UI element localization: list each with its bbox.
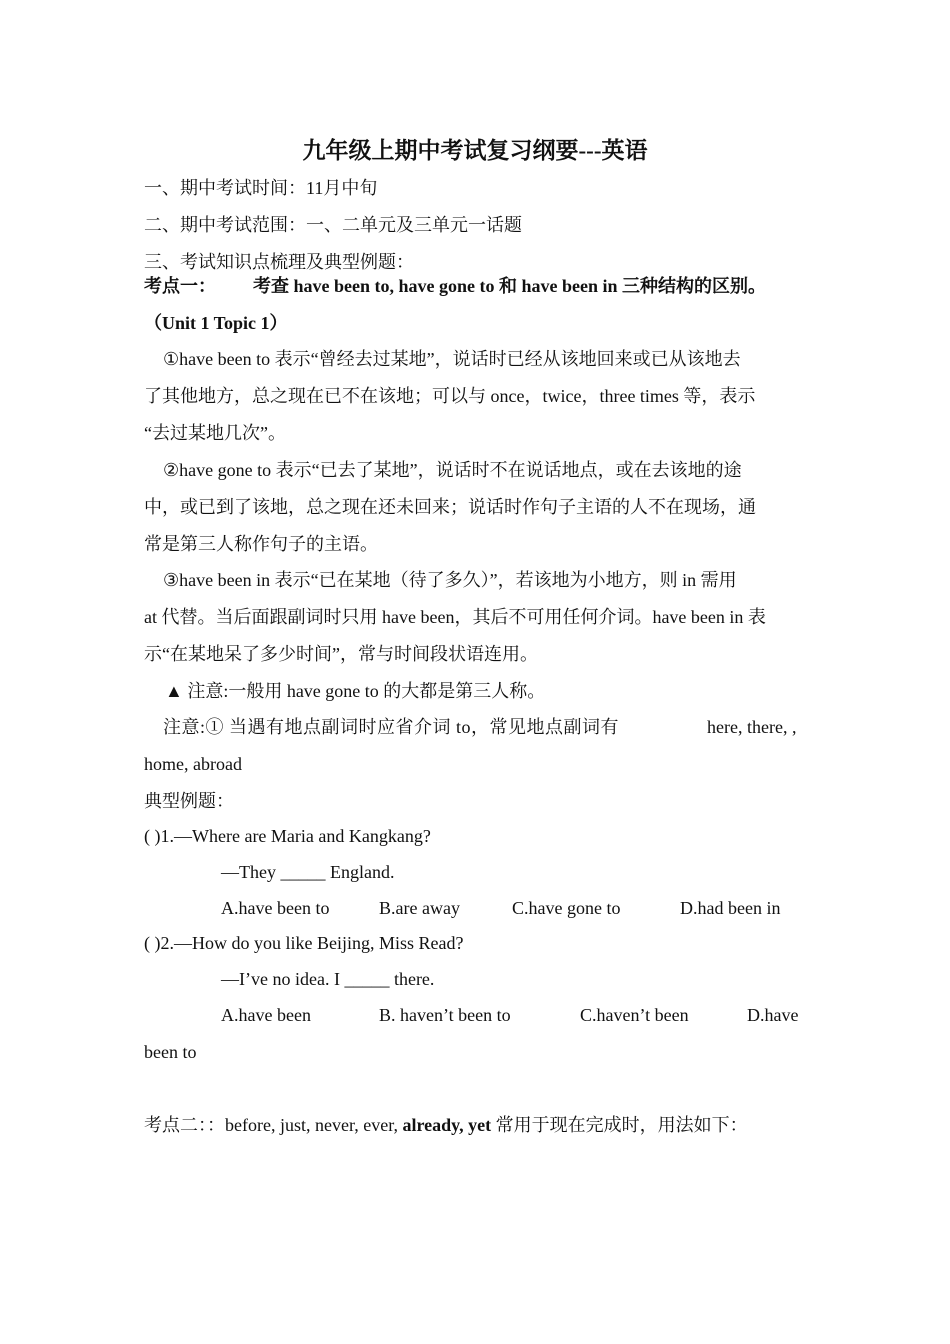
- point-two-label: 考点二：：: [144, 1115, 225, 1135]
- question-1: ( )1.—Where are Maria and Kangkang?: [144, 826, 431, 846]
- paragraph-1-line-2: 了其他地方，总之现在已不在该地；可以与 once，twice，three times 等，表示: [144, 386, 756, 406]
- point-two-tail: 常用于现在完成时，用法如下：: [491, 1115, 748, 1135]
- point-two-bold-words: already, yet: [402, 1115, 492, 1135]
- question-2-option-d: D.have: [747, 1005, 799, 1025]
- paragraph-2-line-1: ②have gone to 表示“已去了某地”，说话时不在说话地点，或在去该地的途: [163, 460, 742, 480]
- question-2-option-c: C.haven’t been: [580, 1005, 689, 1025]
- question-2-option-b: B. haven’t been to: [379, 1005, 511, 1025]
- note-line-2: 注意:① 当遇有地点副词时应省介词 to，常见地点副词有: [163, 717, 619, 737]
- page-title: 九年级上期中考试复习纲要---英语: [302, 138, 648, 163]
- paragraph-2-line-2: 中，或已到了该地，总之现在还未回来；说话时作句子主语的人不在现场，通: [144, 497, 756, 517]
- paragraph-3-line-1: ③have been in 表示“已在某地（待了多久）”，若该地为小地方，则 in 需用: [163, 570, 737, 590]
- point-two-words: before, just, never, ever,: [225, 1115, 403, 1135]
- question-1-option-d: D.had been in: [680, 898, 781, 918]
- question-2-option-a: A.have been: [221, 1005, 311, 1025]
- question-1-answer-line: —They _____ England.: [221, 862, 395, 882]
- paragraph-1-line-3: “去过某地几次”。: [144, 423, 286, 443]
- examples-label: 典型例题：: [144, 791, 234, 811]
- paragraph-2-line-3: 常是第三人称作句子的主语。: [144, 534, 378, 554]
- question-1-option-b: B.are away: [379, 898, 460, 918]
- section-heading: 三、考试知识点梳理及典型例题：: [144, 252, 414, 272]
- unit-label: （Unit 1 Topic 1）: [144, 313, 288, 333]
- paragraph-1-line-1: ①have been to 表示“曾经去过某地”，说话时已经从该地回来或已从该地去: [163, 349, 741, 369]
- point-two-heading: [144, 1114, 748, 1136]
- question-2-option-d-continued: been to: [144, 1042, 197, 1062]
- question-1-option-c: C.have gone to: [512, 898, 621, 918]
- note-line-3: home, abroad: [144, 754, 242, 774]
- exam-time-line: 一、期中考试时间：11月中旬: [144, 178, 378, 198]
- point-one-text: 考查 have been to, have gone to 和 have been in 三种结构的区别。: [253, 276, 766, 296]
- paragraph-3-line-3: 示“在某地呆了多少时间”，常与时间段状语连用。: [144, 644, 538, 664]
- note-line-1: ▲ 注意:一般用 have gone to 的大都是第三人称。: [165, 681, 546, 701]
- point-one-heading: [144, 275, 766, 297]
- question-2-answer-line: —I’ve no idea. I _____ there.: [221, 969, 435, 989]
- exam-scope-line: 二、期中考试范围：一、二单元及三单元一话题: [144, 215, 522, 235]
- paragraph-3-line-2: at 代替。当后面跟副词时只用 have been，其后不可用任何介词。have been in 表: [144, 607, 766, 627]
- question-2: ( )2.—How do you like Beijing, Miss Read?: [144, 933, 464, 953]
- question-1-option-a: A.have been to: [221, 898, 330, 918]
- note-line-2-adverbs: here, there, ,: [707, 717, 797, 737]
- point-one-label: 考点一：: [144, 276, 216, 296]
